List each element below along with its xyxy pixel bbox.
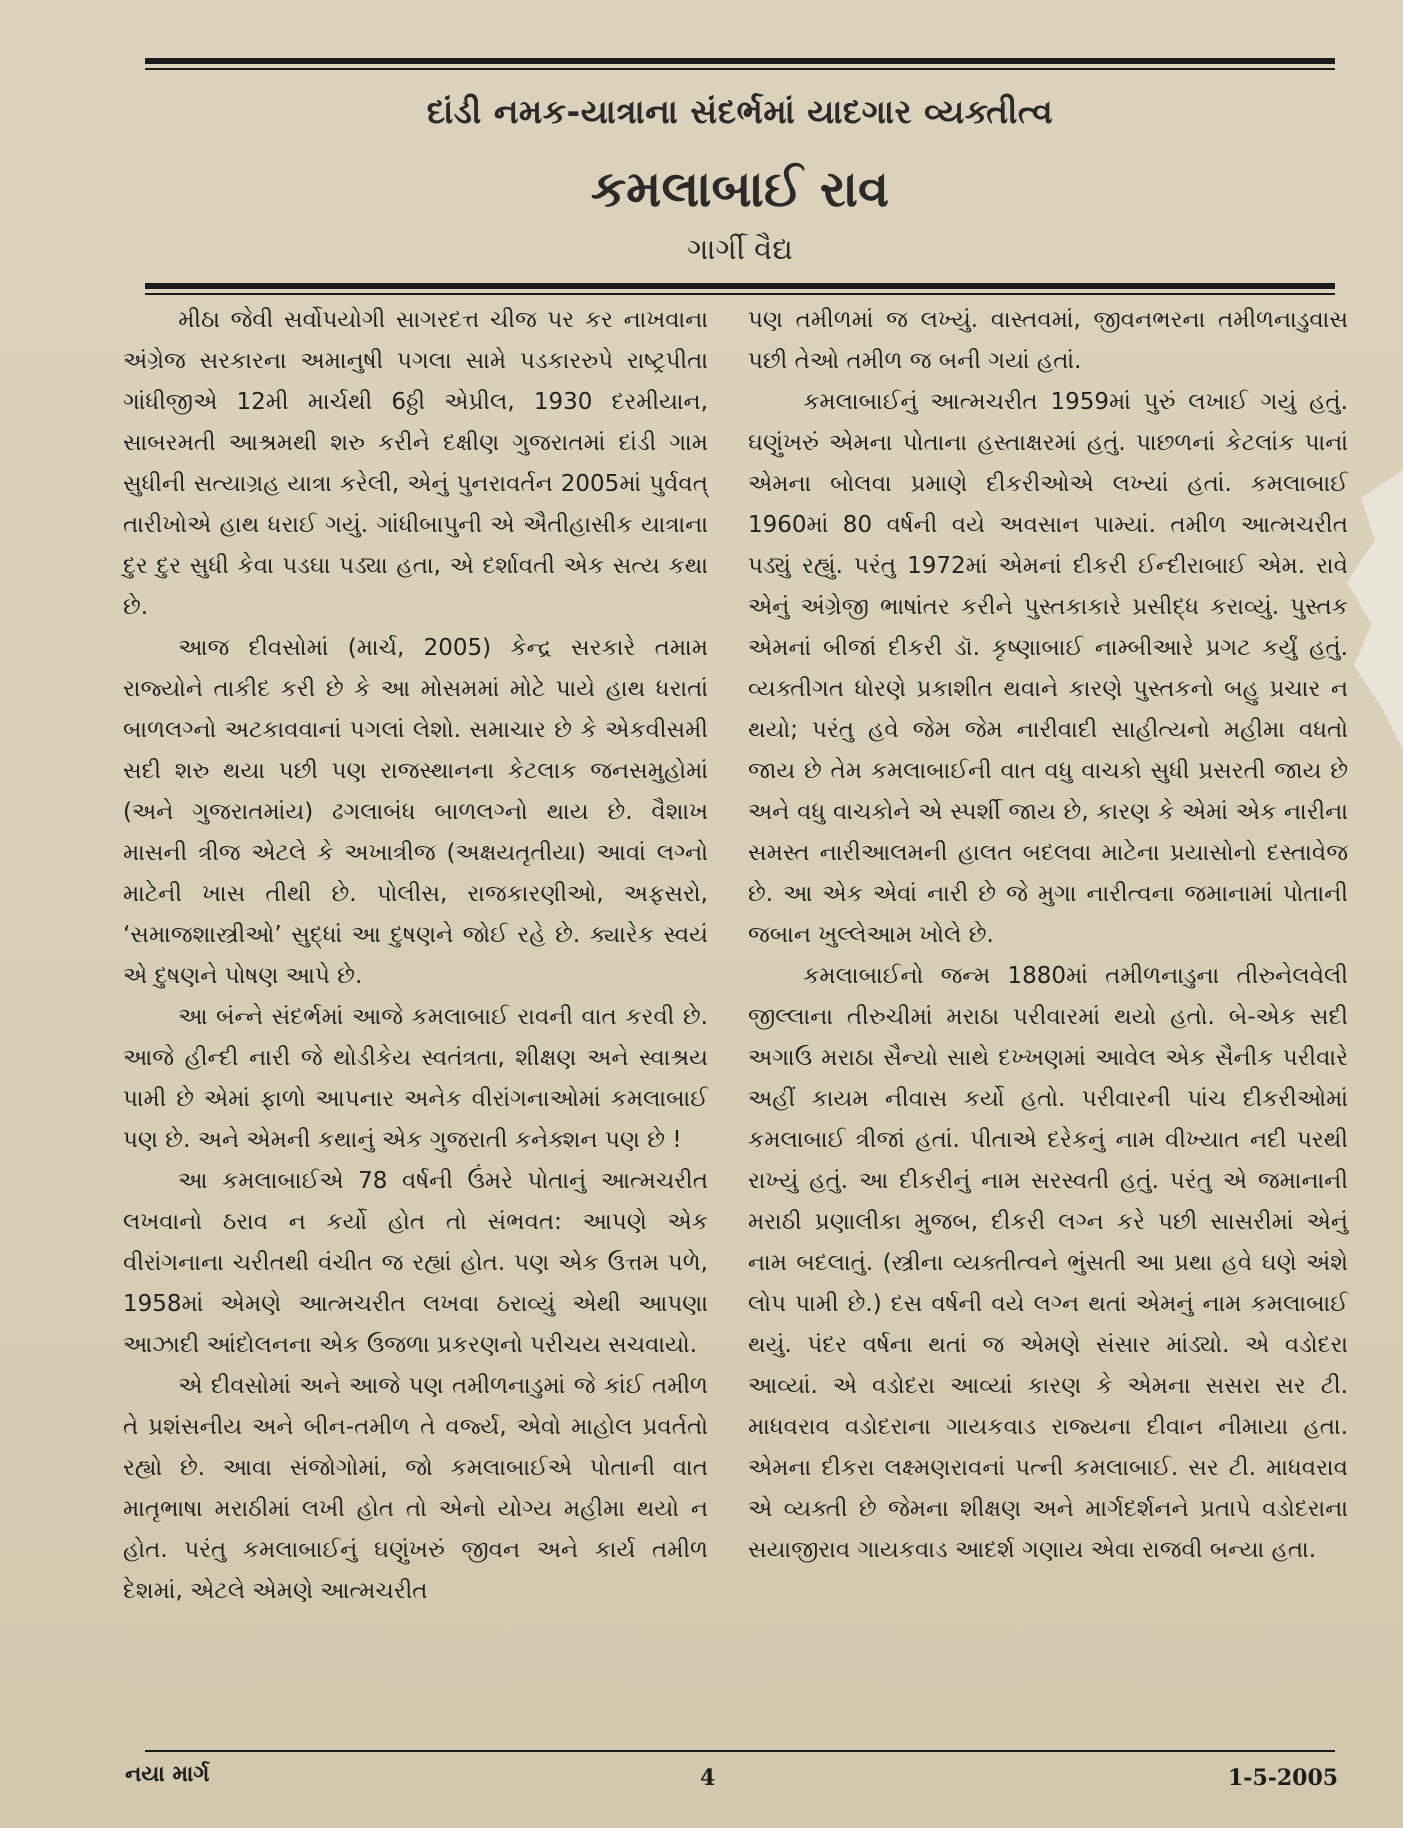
- article-kicker: દાંડી નમક-યાત્રાના સંદર્ભમાં યાદગાર વ્યક્તીત્વ: [426, 92, 1054, 131]
- footer-date: 1-5-2005: [1228, 1765, 1339, 1791]
- article-title: કમલાબાઈ રાવ: [590, 160, 890, 218]
- paragraph-continuation: પણ તમીળમાં જ લખ્યું. વાસ્તવમાં, જીવનભરના તમીળનાડુવાસ પછી તેઓ તમીળ જ બની ગયાં હતાં.: [748, 307, 1348, 374]
- article-column-right: [748, 300, 1348, 1571]
- header-rule-thin: [145, 293, 1335, 295]
- paragraph: કમલાબાઈનું આત્મચરીત 1959માં પુરું લખાઈ ગયું હતું. ઘણુંખરું એમના પોતાના હસ્તાક્ષરમાં હતું. પાછળનાં કેટલાંક પાનાં એમના બોલવા પ્રમાણે દીકરીઓએ લખ્યાં હતાં. કમલાબાઈ 1960માં 80 વર્ષની વયે અવસાન પામ્યાં. તમીળ આત્મચરીત પડ્યું રહ્યું. પરંતુ 1972માં એમનાં દીકરી ઈન્દીરાબાઈ એમ. રાવે એનું અંગ્રેજી ભાષાંતર કરીને પુસ્તકાકારે પ્રસીદ્ધ કરાવ્યું. પુસ્તક એમનાં બીજાં દીકરી ડૉ. કૃષ્ણાબાઈ નામ્બીઆરે પ્રગટ કર્યું હતું. વ્યક્તીગત ધોરણે પ્રકાશીત થવાને કારણે પુસ્તકનો બહુ પ્રચાર ન થયો; પરંતુ હવે જેમ જેમ નારીવાદી સાહીત્યનો મહીમા વધતો જાય છે તેમ કમલાબાઈની વાત વધુ વાચકો સુધી પ્રસરતી જાય છે અને વધુ વાચકોને એ સ્પર્શી જાય છે, કારણ કે એમાં એક નારીના સમસ્ત નારીઆલમની હાલત બદલવા માટેના પ્રયાસોનો દસ્તાવેજ છે. આ એક એવાં નારી છે જે મુગા નારીત્વના જમાનામાં પોતાની જબાન ખુલ્લેઆમ ખોલે છે.: [748, 389, 1348, 948]
- top-rule: [145, 58, 1335, 64]
- footer-rule: [145, 1750, 1335, 1752]
- footer-page-number: 4: [700, 1765, 716, 1791]
- article-author: ગાર્ગી વૈદ્ય: [687, 232, 793, 266]
- article-column-left: [123, 300, 708, 1612]
- paragraph: આજ દીવસોમાં (માર્ચ, 2005) કેન્દ્ર સરકારે તમામ રાજ્યોને તાકીદ કરી છે કે આ મોસમમાં મોટે પાયે હાથ ધરાતાં બાળલગ્નો અટકાવવાનાં પગલાં લેશો. સમાચાર છે કે એકવીસમી સદી શરુ થયા પછી પણ રાજસ્થાનના કેટલાક જનસમુહોમાં (અને ગુજરાતમાંય) ઢગલાબંધ બાળલગ્નો થાય છે. વૈશાખ માસની ત્રીજ એટલે કે અખાત્રીજ (અક્ષયતૃતીયા) આવાં લગ્નો માટેની ખાસ તીથી છે. પોલીસ, રાજકારણીઓ, અફસરો, ‘સમાજશાસ્ત્રીઓ’ સુદ્ધાં આ દુષણને જોઈ રહે છે. ક્યારેક સ્વયં એ દુષણને પોષણ આપે છે.: [123, 635, 708, 989]
- paragraph: આ કમલાબાઈએ 78 વર્ષની ઉંમરે પોતાનું આત્મચરીત લખવાનો ઠરાવ ન કર્યો હોત તો સંભવત: આપણે એક વીરાંગનાના ચરીતથી વંચીત જ રહ્યાં હોત. પણ એક ઉત્તમ પળે, 1958માં એમણે આત્મચરીત લખવા ઠરાવ્યું એથી આપણા આઝાદી આંદોલનના એક ઉજળા પ્રકરણનો પરીચય સચવાયો.: [123, 1168, 708, 1358]
- paragraph: આ બંન્ને સંદર્ભમાં આજે કમલાબાઈ રાવની વાત કરવી છે. આજે હીન્દી નારી જે થોડીકેય સ્વતંત્રતા, શીક્ષણ અને સ્વાશ્રય પામી છે એમાં ફાળો આપનાર અનેક વીરાંગનાઓમાં કમલાબાઈ પણ છે. અને એમની કથાનું એક ગુજરાતી કનેક્શન પણ છે !: [123, 1004, 708, 1153]
- header-rule: [145, 283, 1335, 289]
- footer-publication: નયા માર્ગ: [125, 1761, 210, 1787]
- paragraph: મીઠા જેવી સર્વોપયોગી સાગરદત્ત ચીજ પર કર નાખવાના અંગ્રેજ સરકારના અમાનુષી પગલા સામે પડકારરુપે રાષ્ટ્રપીતા ગાંધીજીએ 12મી માર્ચથી 6ઠ્ઠી એપ્રીલ, 1930 દરમીયાન, સાબરમતી આશ્રમથી શરુ કરીને દક્ષીણ ગુજરાતમાં દાંડી ગામ સુધીની સત્યાગ્રહ યાત્રા કરેલી, એનું પુનરાવર્તન 2005માં પુર્વવત્ તારીખોએ હાથ ધરાઈ ગયું. ગાંધીબાપુની એ ઐતીહાસીક યાત્રાના દુર દુર સુધી કેવા પડઘા પડ્યા હતા, એ દર્શાવતી એક સત્ય કથા છે.: [123, 307, 708, 620]
- top-rule-thin: [145, 68, 1335, 70]
- paragraph: એ દીવસોમાં અને આજે પણ તમીળનાડુમાં જે કાંઈ તમીળ તે પ્રશંસનીય અને બીન-તમીળ તે વર્જ્ય, એવો માહોલ પ્રવર્તતો રહ્યો છે. આવા સંજોગોમાં, જો કમલાબાઈએ પોતાની વાત માતૃભાષા મરાઠીમાં લખી હોત તો એનો યોગ્ય મહીમા થયો ન હોત. પરંતુ કમલાબાઈનું ઘણુંખરું જીવન અને કાર્ય તમીળ દેશમાં, એટલે એમણે આત્મચરીત: [123, 1373, 708, 1604]
- paragraph: કમલાબાઈનો જન્મ 1880માં તમીળનાડુના તીરુનેલવેલી જીલ્લાના તીરુચીમાં મરાઠા પરીવારમાં થયો હતો. બે-એક સદી અગાઉ મરાઠા સૈન્યો સાથે દખ્ખણમાં આવેલ એક સૈનીક પરીવારે અહીં કાયમ નીવાસ કર્યો હતો. પરીવારની પાંચ દીકરીઓમાં કમલાબાઈ ત્રીજાં હતાં. પીતાએ દરેકનું નામ વીખ્યાત નદી પરથી રાખ્યું હતું. આ દીકરીનું નામ સરસ્વતી હતું. પરંતુ એ જમાનાની મરાઠી પ્રણાલીકા મુજબ, દીકરી લગ્ન કરે પછી સાસરીમાં એનું નામ બદલાતું. (સ્ત્રીના વ્યક્તીત્વને ભુંસતી આ પ્રથા હવે ઘણે અંશે લોપ પામી છે.) દસ વર્ષની વયે લગ્ન થતાં એમનું નામ કમલાબાઈ થયું. પંદર વર્ષના થતાં જ એમણે સંસાર માંડ્યો. એ વડોદરા આવ્યાં. એ વડોદરા આવ્યાં કારણ કે એમના સસરા સર ટી. માધવરાવ વડોદરાના ગાયકવાડ રાજ્યના દીવાન નીમાયા હતા. એમના દીકરા લક્ષ્મણરાવનાં પત્ની કમલાબાઈ. સર ટી. માધવરાવ એ વ્યક્તી છે જેમના શીક્ષણ અને માર્ગદર્શનને પ્રતાપે વડોદરાના સયાજીરાવ ગાયકવાડ આદર્શ ગણાય એવા રાજવી બન્યા હતા.: [748, 963, 1348, 1563]
